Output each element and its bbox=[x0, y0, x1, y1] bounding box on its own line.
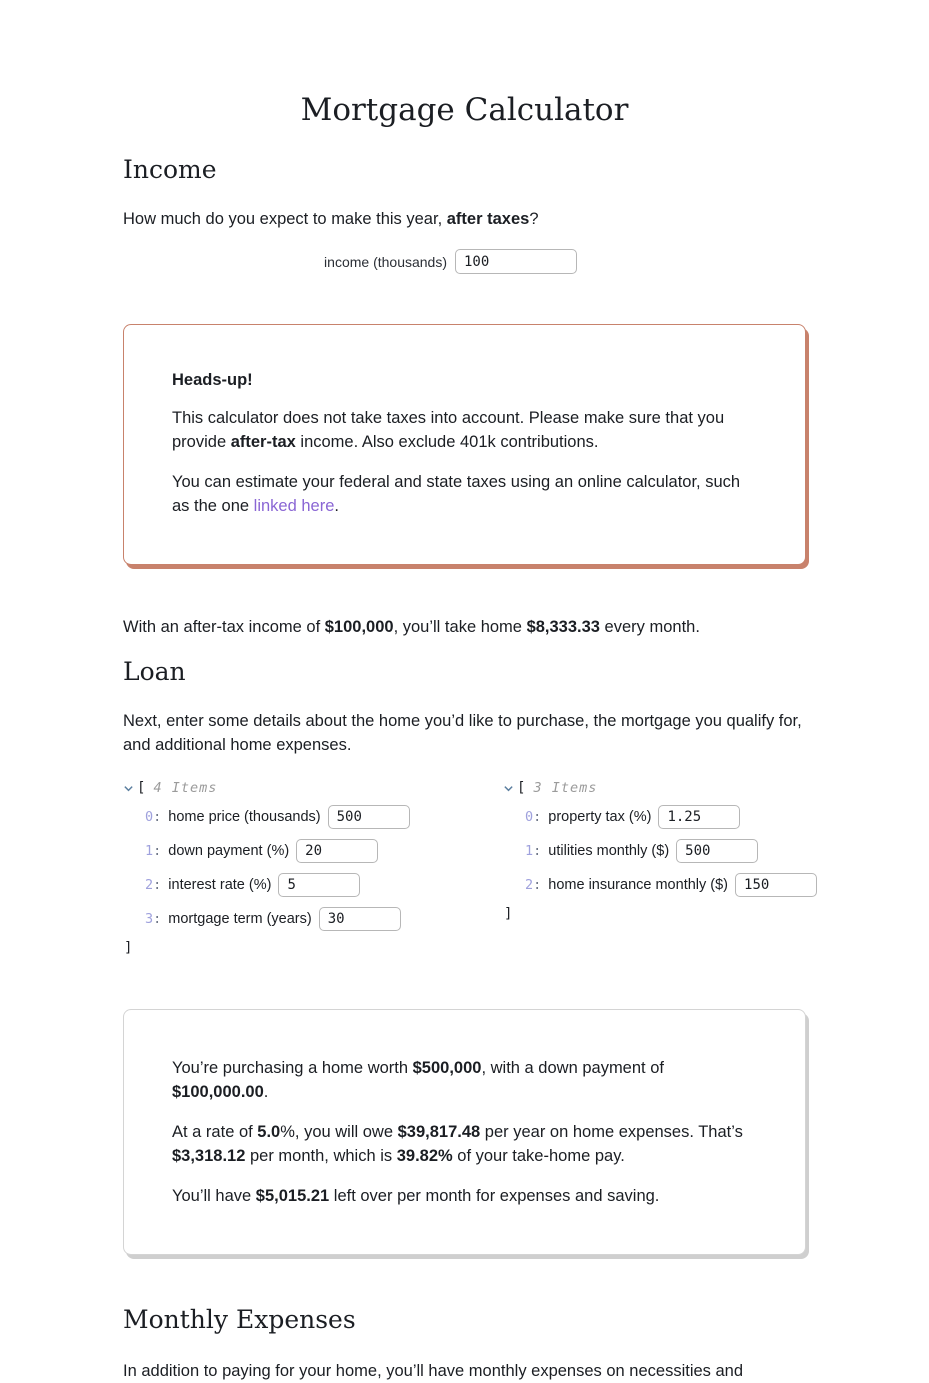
mortgage-term-label: mortgage term (years) bbox=[168, 910, 312, 927]
expense-row-property-tax bbox=[525, 803, 817, 830]
property-tax-input[interactable] bbox=[658, 805, 740, 829]
notebook-content bbox=[123, 0, 806, 1383]
loan-heading: Loan bbox=[123, 657, 186, 687]
heads-up-callout bbox=[123, 324, 806, 565]
close-bracket: ] bbox=[124, 940, 133, 957]
expense-items-count: 3 Items bbox=[533, 780, 598, 797]
expense-close-bracket-line bbox=[504, 905, 817, 923]
income-intro bbox=[123, 207, 806, 231]
loan-details-inspector bbox=[123, 779, 503, 957]
income-intro-text: How much do you expect to make this year, bbox=[123, 210, 447, 229]
result-p3-text-2: left over per month for expenses and saving. bbox=[329, 1187, 660, 1206]
monthly-expenses-heading: Monthly Expenses bbox=[123, 1305, 356, 1335]
expense-row-utilities bbox=[525, 837, 817, 864]
yearly-owed-value: $39,817.48 bbox=[397, 1123, 481, 1142]
heads-up-title: Heads-up! bbox=[172, 371, 253, 390]
heads-up-p1-text: This calculator does not take taxes into account. Please make sure that you provide bbox=[172, 409, 725, 452]
monthly-expenses-intro: In addition to paying for your home, you’ll have monthly expenses on necessities and bbox=[123, 1362, 744, 1381]
income-intro-bold: after taxes bbox=[446, 210, 530, 229]
result-p2-text-2: %, you will owe bbox=[280, 1123, 398, 1142]
heads-up-paragraph-2 bbox=[172, 470, 757, 518]
take-home-percent-value: 39.82% bbox=[396, 1147, 453, 1166]
row-index: 0 bbox=[525, 808, 534, 825]
utilities-monthly-label: utilities monthly ($) bbox=[548, 842, 670, 859]
home-insurance-label: home insurance monthly ($) bbox=[548, 876, 729, 893]
expenses-inspector-header bbox=[503, 779, 817, 797]
income-summary bbox=[123, 615, 806, 639]
result-p2-text-5: of your take-home pay. bbox=[452, 1147, 625, 1166]
income-input-label: income (thousands) bbox=[324, 253, 447, 270]
open-bracket: [ bbox=[517, 780, 526, 797]
result-p2-text-4: per month, which is bbox=[245, 1147, 397, 1166]
heads-up-p1-text-2: income. Also exclude 401k contributions. bbox=[295, 433, 599, 452]
result-paragraph-2 bbox=[172, 1120, 757, 1168]
row-colon: : bbox=[153, 910, 162, 927]
result-p3-text: You’ll have bbox=[172, 1187, 256, 1206]
income-summary-amount: $100,000 bbox=[324, 618, 394, 637]
loan-input-widgets bbox=[123, 779, 806, 957]
page-title: Mortgage Calculator bbox=[300, 92, 629, 128]
expense-row-home-insurance bbox=[525, 871, 817, 898]
home-price-input[interactable] bbox=[328, 805, 410, 829]
income-form bbox=[123, 249, 806, 274]
result-p1-text-2: , with a down payment of bbox=[481, 1059, 664, 1078]
loan-intro: Next, enter some details about the home you’d like to purchase, the mortgage you qualify for, and additional home expenses. bbox=[123, 712, 802, 755]
row-colon: : bbox=[533, 808, 542, 825]
loan-inspector-header bbox=[123, 779, 503, 797]
home-insurance-input[interactable] bbox=[735, 873, 817, 897]
interest-rate-label: interest rate (%) bbox=[168, 876, 272, 893]
chevron-down-icon[interactable] bbox=[123, 783, 137, 794]
home-price-label: home price (thousands) bbox=[168, 808, 321, 825]
open-bracket: [ bbox=[137, 780, 146, 797]
down-payment-value: $100,000.00 bbox=[172, 1083, 264, 1102]
rate-value: 5.0 bbox=[257, 1123, 281, 1142]
heads-up-p2-text-2: . bbox=[334, 497, 339, 516]
income-heading: Income bbox=[123, 155, 217, 185]
result-p2-text-3: per year on home expenses. That’s bbox=[480, 1123, 743, 1142]
row-index: 2 bbox=[525, 876, 534, 893]
income-summary-monthly: $8,333.33 bbox=[526, 618, 600, 637]
utilities-monthly-input[interactable] bbox=[676, 839, 758, 863]
row-colon: : bbox=[153, 842, 162, 859]
chevron-down-icon[interactable] bbox=[503, 783, 517, 794]
loan-row-down-payment bbox=[145, 837, 503, 864]
heads-up-p1-bold: after-tax bbox=[230, 433, 296, 452]
result-paragraph-3 bbox=[172, 1184, 757, 1208]
tax-calculator-link[interactable]: linked here bbox=[253, 497, 335, 516]
home-expenses-inspector bbox=[503, 779, 817, 957]
row-colon: : bbox=[153, 808, 162, 825]
income-summary-text-3: every month. bbox=[599, 618, 700, 637]
mortgage-term-input[interactable] bbox=[319, 907, 401, 931]
income-input[interactable] bbox=[455, 249, 577, 274]
result-p1-text-3: . bbox=[263, 1083, 269, 1102]
income-intro-text-2: ? bbox=[529, 210, 539, 229]
row-index: 1 bbox=[525, 842, 534, 859]
row-colon: : bbox=[533, 876, 542, 893]
row-colon: : bbox=[533, 842, 542, 859]
income-summary-text: With an after-tax income of bbox=[123, 618, 325, 637]
leftover-value: $5,015.21 bbox=[255, 1187, 330, 1206]
loan-close-bracket-line bbox=[124, 939, 503, 957]
interest-rate-input[interactable] bbox=[278, 873, 360, 897]
home-worth-value: $500,000 bbox=[412, 1059, 482, 1078]
close-bracket: ] bbox=[504, 906, 513, 923]
loan-row-mortgage-term bbox=[145, 905, 503, 932]
down-payment-label: down payment (%) bbox=[168, 842, 290, 859]
row-index: 0 bbox=[145, 808, 154, 825]
row-index: 3 bbox=[145, 910, 154, 927]
result-paragraph-1 bbox=[172, 1056, 757, 1104]
monthly-owed-value: $3,318.12 bbox=[172, 1147, 246, 1166]
heads-up-p2-text: You can estimate your federal and state taxes using an online calculator, such as the one bbox=[172, 473, 741, 516]
result-p1-text: You’re purchasing a home worth bbox=[172, 1059, 413, 1078]
result-p2-text: At a rate of bbox=[172, 1123, 258, 1142]
loan-result-callout bbox=[123, 1009, 806, 1255]
down-payment-input[interactable] bbox=[296, 839, 378, 863]
row-index: 1 bbox=[145, 842, 154, 859]
row-colon: : bbox=[153, 876, 162, 893]
loan-row-interest-rate bbox=[145, 871, 503, 898]
property-tax-label: property tax (%) bbox=[548, 808, 652, 825]
row-index: 2 bbox=[145, 876, 154, 893]
loan-items-count: 4 Items bbox=[153, 780, 218, 797]
income-summary-text-2: , you’ll take home bbox=[393, 618, 527, 637]
loan-row-home-price bbox=[145, 803, 503, 830]
heads-up-paragraph-1 bbox=[172, 406, 757, 454]
